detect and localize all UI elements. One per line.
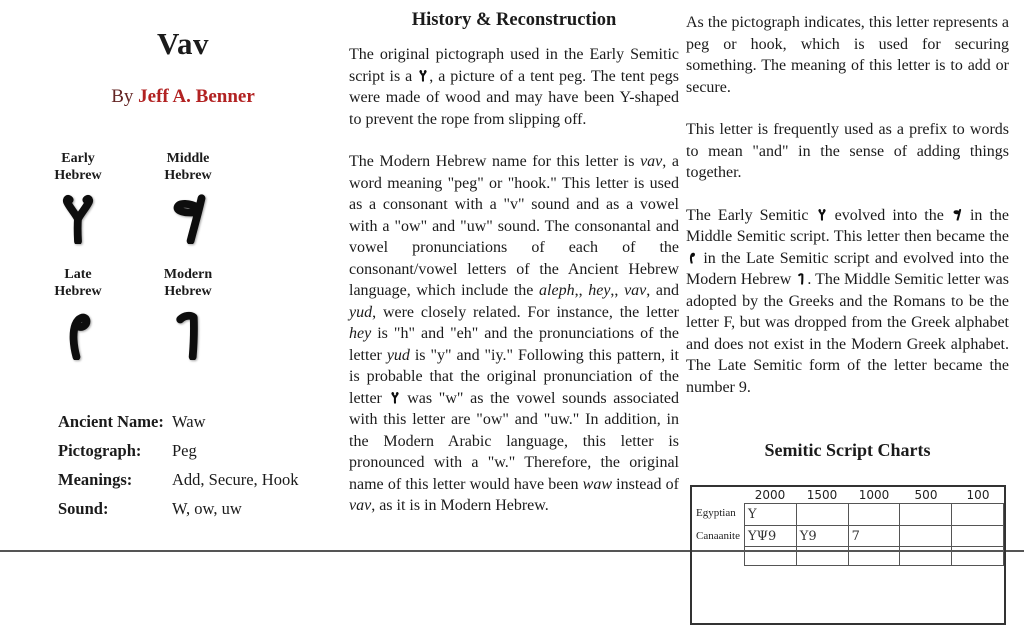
chart-cell: Y — [745, 504, 797, 526]
letter-facts — [58, 412, 298, 528]
italic-term: vav — [640, 153, 663, 170]
chart-row — [745, 504, 1004, 526]
byline-prefix: By — [111, 86, 139, 107]
chart-cell — [900, 504, 952, 526]
letter-label: Modern Hebrew — [163, 267, 213, 299]
middle-hebrew-glyph — [162, 189, 214, 247]
late-inline-glyph — [686, 249, 698, 266]
chart-year: 1500 — [806, 488, 838, 502]
chart-row-label: Egyptian — [696, 507, 736, 519]
chart-cell — [900, 526, 952, 547]
chart-cell — [952, 504, 1004, 526]
fact-label: Sound: — [58, 499, 109, 518]
history-heading: History & Reconstruction — [411, 10, 617, 30]
text-run: in the Middle Semitic script. This letter then became the — [686, 206, 1009, 245]
early-inline-glyph — [417, 67, 429, 84]
text-run: , a picture of a tent peg. The tent pegs were made of wood and may have been Y-shaped to prevent the rope from slipping off. — [349, 67, 679, 128]
chart-cell — [952, 547, 1004, 566]
text-run: instead of — [611, 475, 679, 493]
chart-cell — [848, 504, 900, 526]
italic-term: waw — [582, 475, 612, 493]
history-paragraphs — [349, 44, 679, 517]
chart-year-header — [744, 488, 1004, 502]
text-run: . The Middle Semitic letter was adopted by the Greeks and the Romans to be the letter F, but was dropped from the Greek alphabet and does not exist in the Modern Greek alphabet. The Late Semitic form of the letter became the number 9. — [686, 271, 1010, 396]
letter-summary-column — [10, 0, 356, 561]
page-title: Vav — [156, 26, 210, 61]
italic-term: hey — [588, 282, 611, 299]
chart-cell: Y9 — [796, 526, 848, 547]
text-run: , and — [646, 282, 680, 299]
text-run: This letter is frequently used as a prefix to words to mean "and" in the sense of adding things together. — [686, 121, 1009, 181]
text-run: , a word meaning "peg" or "hook." This letter is used as a consonant with a "v" sound and as a vowel with a "ow" and "uw" sound. The consonantal and vowel pronunciations of each of the consonant/vowel letters of the Ancient Hebrew language, which include the — [349, 153, 679, 299]
text-run: , were closely related. For instance, the letter — [372, 303, 679, 321]
paragraph — [349, 151, 679, 517]
chart-cell — [796, 547, 848, 566]
text-run: The Modern Hebrew name for this letter is — [349, 153, 641, 170]
charts-heading: Semitic Script Charts — [764, 440, 931, 460]
fact-row — [58, 441, 298, 461]
letter-modern — [133, 266, 243, 368]
italic-term: yud — [386, 346, 410, 364]
italic-term: vav — [624, 282, 647, 299]
text-run: As the pictograph indicates, this letter represents a peg or hook, which is used for securing something. The meaning of this letter is to add or secure. — [686, 14, 1009, 96]
early-hebrew-glyph — [52, 189, 104, 247]
chart-cell — [952, 526, 1004, 547]
byline — [10, 86, 356, 108]
text-run: The Early Semitic — [686, 206, 816, 224]
byline-author: Jeff A. Benner — [138, 86, 255, 107]
fact-label: Pictograph: — [58, 441, 142, 460]
paragraph — [349, 44, 679, 130]
letter-grid — [23, 150, 243, 368]
chart-row-label: Canaanite — [696, 530, 740, 542]
fact-value: W, ow, uw — [172, 499, 242, 518]
text-run: The original pictograph used in the Early Semitic script is a — [349, 46, 679, 85]
paragraph — [686, 12, 1009, 98]
chart-year: 500 — [914, 488, 938, 502]
chart-cell: YΨ9 — [745, 526, 797, 547]
chart-year: 2000 — [754, 488, 786, 502]
text-run: ,, — [610, 282, 625, 299]
fact-value: Waw — [172, 412, 206, 431]
letter-label: Early Hebrew — [54, 151, 102, 183]
italic-term: yud — [349, 303, 373, 321]
meaning-column — [686, 0, 1009, 419]
fact-row — [58, 499, 298, 519]
late-hebrew-glyph — [52, 305, 104, 363]
fact-value: Add, Secure, Hook — [172, 470, 299, 489]
letter-early — [23, 150, 133, 252]
chart-cell — [848, 547, 900, 566]
text-run: ,, — [574, 282, 589, 299]
text-run: is "h" and "eh" and the pronunciations of the letter — [349, 325, 679, 364]
middle-inline-glyph — [951, 206, 963, 223]
chart-cell: 7 — [848, 526, 900, 547]
letter-middle — [133, 150, 243, 252]
meaning-paragraphs — [686, 12, 1009, 398]
modern-inline-glyph — [795, 270, 807, 287]
chart-row — [745, 526, 1004, 547]
history-column — [349, 0, 679, 538]
chart-cell — [796, 504, 848, 526]
text-run: is "y" and "iy." Following this pattern, it is probable that the original pronunciation of the letter — [349, 346, 679, 407]
italic-term: hey — [349, 325, 372, 342]
letter-late — [23, 266, 133, 368]
chart-cell — [900, 547, 952, 566]
early-inline-glyph — [389, 389, 401, 406]
paragraph — [686, 119, 1009, 184]
fact-label: Meanings: — [58, 470, 133, 489]
italic-term: vav — [349, 497, 372, 514]
text-run: was "w" as the vowel sounds associated with this letter are "ow" and "uw." In addition, in the Modern Arabic language, this letter is pronounced with a "w." Therefore, the original name of this letter would have been — [349, 389, 679, 493]
fact-value: Peg — [172, 441, 197, 460]
early-inline-glyph — [816, 206, 828, 223]
semitic-script-chart — [690, 485, 1006, 625]
text-run: in the Late Semitic script and evolved into the Modern Hebrew — [686, 249, 1009, 288]
chart-cell — [745, 547, 797, 566]
text-run: , as it is in Modern Hebrew. — [371, 497, 549, 514]
italic-term: aleph — [539, 282, 575, 299]
chart-year: 1000 — [858, 488, 890, 502]
chart-row — [745, 547, 1004, 566]
chart-year: 100 — [966, 488, 990, 502]
fact-label: Ancient Name: — [58, 412, 164, 431]
fact-row — [58, 470, 298, 490]
text-run: evolved into the — [827, 206, 951, 224]
fact-row — [58, 412, 298, 432]
letter-label: Middle Hebrew — [164, 151, 212, 183]
chart-cells — [744, 503, 1004, 566]
modern-hebrew-glyph — [162, 305, 214, 363]
paragraph — [686, 205, 1009, 399]
letter-label: Late Hebrew — [54, 267, 102, 299]
